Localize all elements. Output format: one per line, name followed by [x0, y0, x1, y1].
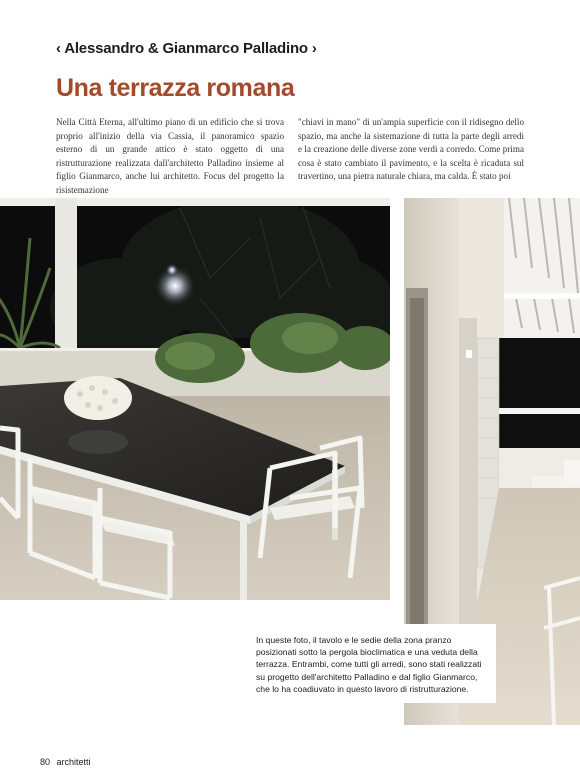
body-column-2: [298, 116, 524, 184]
page-footer: [40, 757, 91, 767]
photo-caption: In queste foto, il tavolo e le sedie della zona pranzo posizionati sotto la pergola bioclimatica e una veduta della terrazza. Entrambi, come tutti gli arredi, sono stati realizzati su progetto dell'architetto Palladino e dal figlio Gianmarco, che lo ha coadiuvato in questo lavoro di ristrutturazione.: [248, 624, 496, 703]
terrace-dining-photo: [0, 198, 390, 600]
page-number: 80: [40, 757, 51, 767]
body-column-1: [56, 116, 284, 198]
body-paragraph-1: Nella Città Eterna, all'ultimo piano di un edificio che si trova proprio all'inizio della via Cassia, il panoramico spazio esterno di un grande attico è stato oggetto di una ristrutturazione realizzata dall'architetto Palladino insieme al figlio Gianmarco, anche lui architetto. Focus del progetto la risistemazione: [56, 117, 284, 195]
magazine-name: architetti: [56, 757, 91, 767]
article-kicker: ‹ Alessandro & Gianmarco Palladino ›: [56, 40, 317, 57]
article-headline: Una terrazza romana: [56, 74, 295, 102]
body-paragraph-2: "chiavi in mano" di un'ampia superficie con il ridisegno dello spazio, ma anche la sistemazione di tutta la parte degli arredi e la creazione delle diverse zone verdi a corredo. Come prima cosa è stato cambiato il pavimento, e la scelta è ricaduta sul travertino, una pietra naturale chiara, ma calda. È stato poi: [298, 117, 524, 182]
